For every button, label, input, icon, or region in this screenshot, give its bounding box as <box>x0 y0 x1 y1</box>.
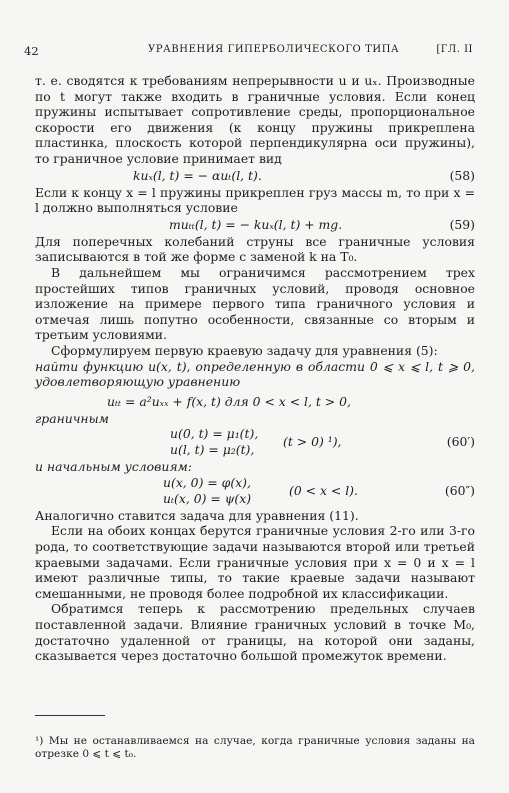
main-equation-formula: uₜₜ = a²uₓₓ + f(x, t) для 0 < x < l, t > 0, <box>107 393 351 409</box>
equation-58 <box>35 167 475 185</box>
paragraph-7: Если на обоих концах берутся граничные условия 2-го или 3-го рода, то соответствующие задачи называются второй или третьей краевыми задачами. Если граничные условия при x = 0 и x = l имеют различные типы, то такие краевые задачи называют смешанными, не проводя более подробной их классификации. <box>35 523 475 601</box>
label-initial: и начальным условиям: <box>35 459 192 475</box>
equation-60-prime: (60′) <box>446 434 475 450</box>
boundary-line-1: u(0, t) = μ₁(t), <box>170 426 259 442</box>
paragraph-8: Обратимся теперь к рассмотрению предельных случаев поставленной задачи. Влияние граничных условий в точке M₀, достаточно удаленной от границы, на которой они заданы, сказывается через достаточно большой промежуток времени. <box>35 601 475 664</box>
equation-58-number: (58) <box>449 167 475 183</box>
running-header <box>24 44 473 60</box>
initial-condition: (0 < x < l). <box>289 482 358 498</box>
equation-58-formula: kuₓ(l, t) = − αuₜ(l, t). <box>133 167 262 183</box>
paragraph-6: Аналогично ставится задача для уравнения (11). <box>35 507 359 523</box>
equation-60-double-prime: (60″) <box>444 482 475 498</box>
initial-line-2: uₜ(x, 0) = ψ(x) <box>163 490 252 506</box>
page-number: 42 <box>24 44 39 58</box>
equation-59-number: (59) <box>449 216 475 232</box>
footnote-rule <box>35 715 105 716</box>
equation-59 <box>35 216 475 234</box>
main-text <box>35 73 475 664</box>
paragraph-2: Если к концу x = l пружины прикреплен груз массы m, то при x = l должно выполняться условие <box>35 184 475 216</box>
label-boundary: граничным <box>35 410 109 426</box>
paragraph-4: В дальнейшем мы ограничимся рассмотрением трех простейших типов граничных условий, проводя основное изложение на примере первого типа граничного условия и отмечая лишь попутно особенности, связанные со вторым и третьим условиями. <box>35 264 475 343</box>
paragraph-3: Для поперечных колебаний струны все граничные условия записываются в той же форме с заменой k на T₀. <box>35 233 475 265</box>
boundary-line-2: u(l, t) = μ₂(t), <box>170 442 255 458</box>
paragraph-1: т. е. сводятся к требованиям непрерывности u и uₓ. Производные по t могут также входить в граничные условия. Если конец пружины испытывает сопротивление среды, пропорциональное скорости его движения (к концу пружины прикреплена пластинка, плоскость которой перпендикулярна оси пружины), то граничное условие принимает вид <box>35 73 475 166</box>
paragraph-5-lead: Сформулируем первую краевую задачу для уравнения (5): <box>51 342 438 358</box>
chapter-marker: [ГЛ. II <box>436 44 473 55</box>
initial-line-1: u(x, 0) = φ(x), <box>163 474 251 490</box>
equation-59-formula: muₜₜ(l, t) = − kuₓ(l, t) + mg. <box>169 216 343 232</box>
footnote: ¹) Мы не останавливаемся на случае, когда граничные условия заданы на отрезке 0 ⩽ t ⩽ t₀. <box>35 734 475 760</box>
main-equation <box>35 393 475 411</box>
running-title: УРАВНЕНИЯ ГИПЕРБОЛИЧЕСКОГО ТИПА <box>148 44 400 55</box>
initial-conditions <box>35 475 475 508</box>
paragraph-5-italic: найти функцию u(x, t), определенную в области 0 ⩽ x ⩽ l, t ⩾ 0, удовлетворяющую уравнению <box>35 358 475 390</box>
boundary-condition: (t > 0) ¹), <box>283 434 342 450</box>
boundary-conditions <box>35 426 475 459</box>
